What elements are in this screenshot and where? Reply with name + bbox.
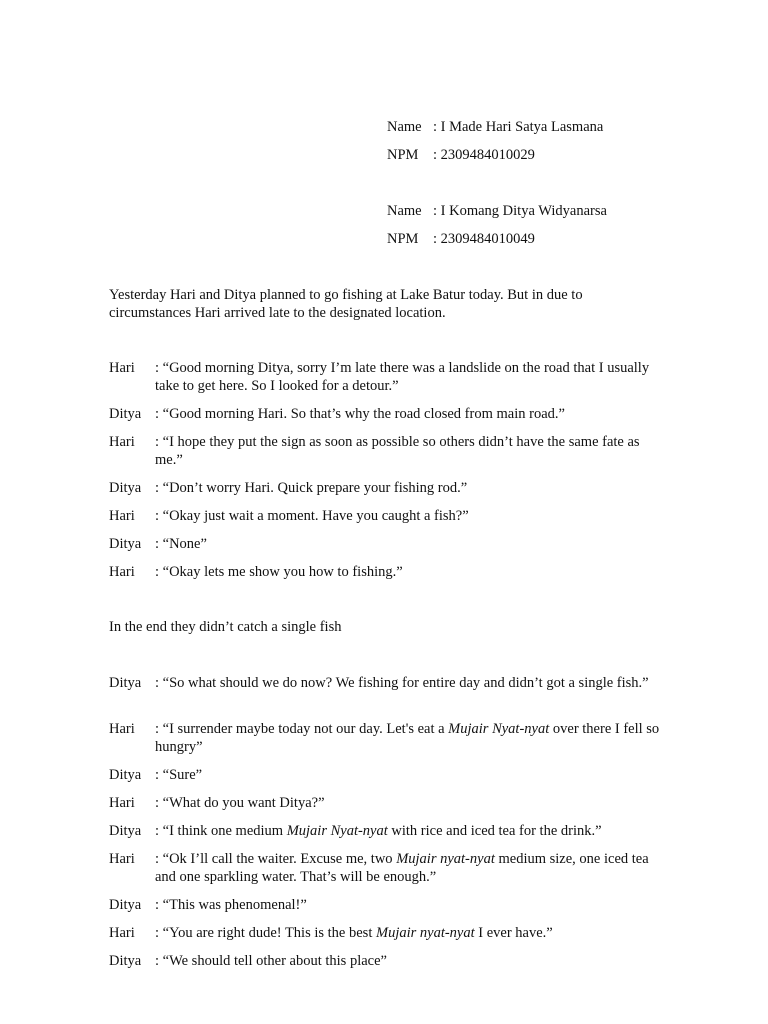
dish-name: Mujair Nyat-nyat [286, 823, 388, 839]
narration-paragraph: In the end they didn’t catch a single fish [109, 619, 342, 635]
speaker-label: Hari [109, 925, 135, 941]
dialogue-text: : “Ok I’ll call the waiter. Excuse me, two Mujair nyat-nyat medium size, one iced tea and one sparkling water. That’s will be enough.” [155, 851, 649, 885]
speaker-label: Ditya [109, 406, 142, 422]
speaker-label: Ditya [109, 675, 142, 691]
npm-value: : 2309484010029 [433, 147, 535, 163]
student-1-name-row [387, 118, 603, 136]
name-value: : I Made Hari Satya Lasmana [433, 119, 604, 135]
dialogue-line [109, 507, 669, 525]
student-2-npm-row [387, 230, 535, 248]
dialogue-text: : “This was phenomenal!” [155, 897, 307, 913]
dialogue-line [109, 405, 669, 423]
dish-name: Mujair Nyat-nyat [448, 721, 550, 737]
speaker-label: Ditya [109, 823, 142, 839]
dialogue-line [109, 822, 669, 840]
intro-paragraph: Yesterday Hari and Ditya planned to go fishing at Lake Batur today. But in due to circumstances Hari arrived late to the designated location. [109, 287, 583, 321]
dialogue-line [109, 535, 669, 553]
name-value: : I Komang Ditya Widyanarsa [433, 203, 607, 219]
dialogue-text: : “Okay just wait a moment. Have you caught a fish?” [155, 508, 469, 524]
dialogue-line [109, 952, 669, 970]
dish-name: Mujair nyat-nyat [396, 851, 495, 867]
dialogue-text: : “Don’t worry Hari. Quick prepare your fishing rod.” [155, 480, 468, 496]
speaker-label: Ditya [109, 953, 142, 969]
dialogue-text: : “You are right dude! This is the best Mujair nyat-nyat I ever have.” [155, 925, 553, 941]
dialogue-line [109, 479, 669, 497]
npm-label: NPM [387, 147, 419, 163]
dialogue-line [109, 766, 669, 784]
dialogue-text: : “What do you want Ditya?” [155, 795, 325, 811]
dialogue-line [109, 850, 669, 886]
speaker-label: Ditya [109, 480, 142, 496]
speaker-label: Ditya [109, 536, 142, 552]
student-2-name-row [387, 202, 607, 220]
dialogue-text: : “I surrender maybe today not our day. Let's eat a Mujair Nyat-nyat over there I fell so hungry” [155, 721, 660, 755]
dialogue-text: : “Okay lets me show you how to fishing.” [155, 564, 403, 580]
dialogue-text: : “We should tell other about this place” [155, 953, 387, 969]
dialogue-line [109, 563, 669, 581]
speaker-label: Hari [109, 434, 135, 450]
dialogue-text: : “Sure” [155, 767, 203, 783]
dialogue-text: : “Good morning Hari. So that’s why the road closed from main road.” [155, 406, 565, 422]
speaker-label: Hari [109, 564, 135, 580]
dialogue-line [109, 794, 669, 812]
npm-label: NPM [387, 231, 419, 247]
npm-value: : 2309484010049 [433, 231, 535, 247]
speaker-label: Hari [109, 721, 135, 737]
student-1-npm-row [387, 146, 535, 164]
dialogue-text: : “None” [155, 536, 207, 552]
speaker-label: Hari [109, 508, 135, 524]
dish-name: Mujair nyat-nyat [375, 925, 475, 941]
speaker-label: Ditya [109, 897, 142, 913]
dialogue-line [109, 674, 669, 692]
dialogue-line [109, 433, 669, 469]
speaker-label: Hari [109, 851, 135, 867]
dialogue-line [109, 896, 669, 914]
speaker-label: Ditya [109, 767, 142, 783]
dialogue-line [109, 924, 669, 942]
dialogue-text: : “Good morning Ditya, sorry I’m late there was a landslide on the road that I usually take to get here. So I looked for a detour.” [155, 360, 650, 394]
dialogue-line [109, 359, 669, 395]
speaker-label: Hari [109, 360, 135, 376]
dialogue-line [109, 720, 669, 756]
name-label: Name [387, 203, 422, 219]
dialogue-text: : “I think one medium Mujair Nyat-nyat with rice and iced tea for the drink.” [155, 823, 602, 839]
name-label: Name [387, 119, 422, 135]
speaker-label: Hari [109, 795, 135, 811]
dialogue-text: : “I hope they put the sign as soon as possible so others didn’t have the same fate as me.” [155, 434, 640, 468]
dialogue-text: : “So what should we do now? We fishing for entire day and didn’t got a single fish.” [155, 675, 649, 691]
